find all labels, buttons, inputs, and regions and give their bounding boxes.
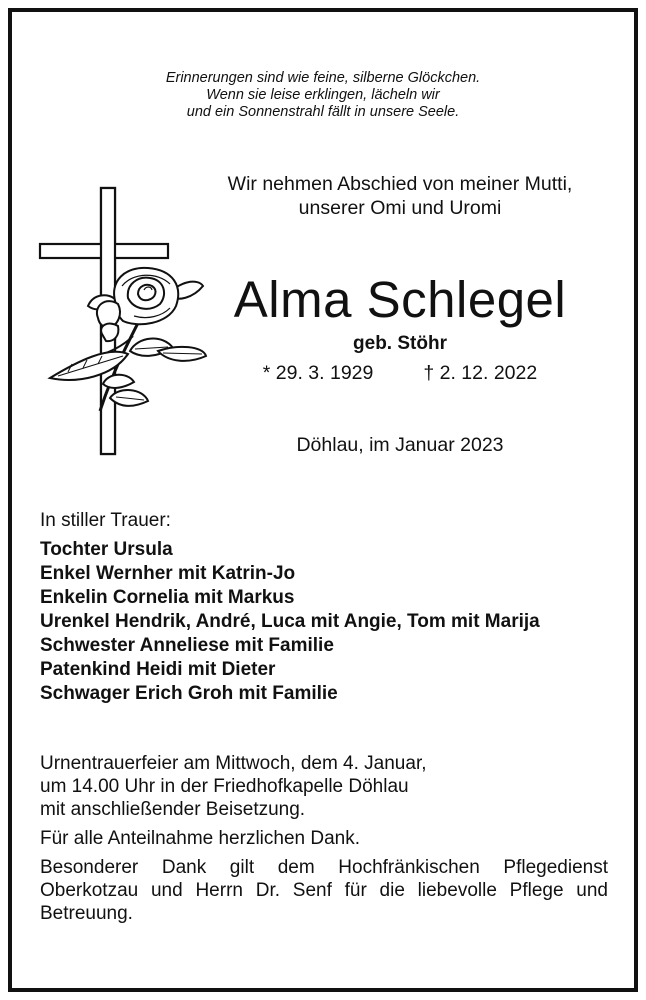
deceased-name: Alma Schlegel	[233, 271, 567, 328]
death-date: † 2. 12. 2022	[423, 362, 538, 384]
intro-line: Wir nehmen Abschied von meiner Mutti,	[227, 173, 573, 195]
intro-text	[175, 172, 625, 220]
life-dates	[175, 362, 625, 385]
poem-line: Erinnerungen sind wie feine, silberne Glöckchen.	[165, 70, 481, 86]
funeral-info	[40, 752, 608, 821]
family-member: Schwester Anneliese mit Familie	[40, 635, 334, 656]
maiden-name: geb. Stöhr	[353, 333, 447, 354]
family-member: Patenkind Heidi mit Dieter	[40, 659, 276, 680]
poem	[0, 70, 646, 121]
funeral-line: um 14.00 Uhr in der Friedhofkapelle Döhlau	[40, 776, 409, 797]
funeral-line: mit anschließender Beisetzung.	[40, 799, 306, 820]
birth-date: * 29. 3. 1929	[262, 362, 374, 384]
intro-line: unserer Omi und Uromi	[298, 197, 502, 219]
mourning-label: In stiller Trauer:	[40, 510, 171, 531]
cross-with-rose-icon	[38, 186, 208, 458]
funeral-line: Urnentrauerfeier am Mittwoch, dem 4. Januar,	[40, 753, 427, 774]
family-member: Tochter Ursula	[40, 539, 173, 560]
place-and-date: Döhlau, im Januar 2023	[296, 434, 504, 456]
family-member: Enkel Wernher mit Katrin-Jo	[40, 563, 296, 584]
poem-line: Wenn sie leise erklingen, lächeln wir	[206, 87, 440, 103]
family-member: Urenkel Hendrik, André, Luca mit Angie, Tom mit Marija	[40, 611, 540, 632]
special-thanks-text: Besonderer Dank gilt dem Hochfränkischen Pflegedienst Oberkotzau und Herrn Dr. Senf für die liebevolle Pflege und Betreuung.	[40, 857, 608, 924]
family-list	[40, 538, 630, 706]
poem-line: und ein Sonnenstrahl fällt in unsere Seele.	[186, 104, 460, 120]
thanks-text: Für alle Anteilnahme herzlichen Dank.	[40, 828, 361, 849]
family-member: Enkelin Cornelia mit Markus	[40, 587, 295, 608]
family-member: Schwager Erich Groh mit Familie	[40, 683, 338, 704]
funeral-notice	[40, 752, 608, 931]
